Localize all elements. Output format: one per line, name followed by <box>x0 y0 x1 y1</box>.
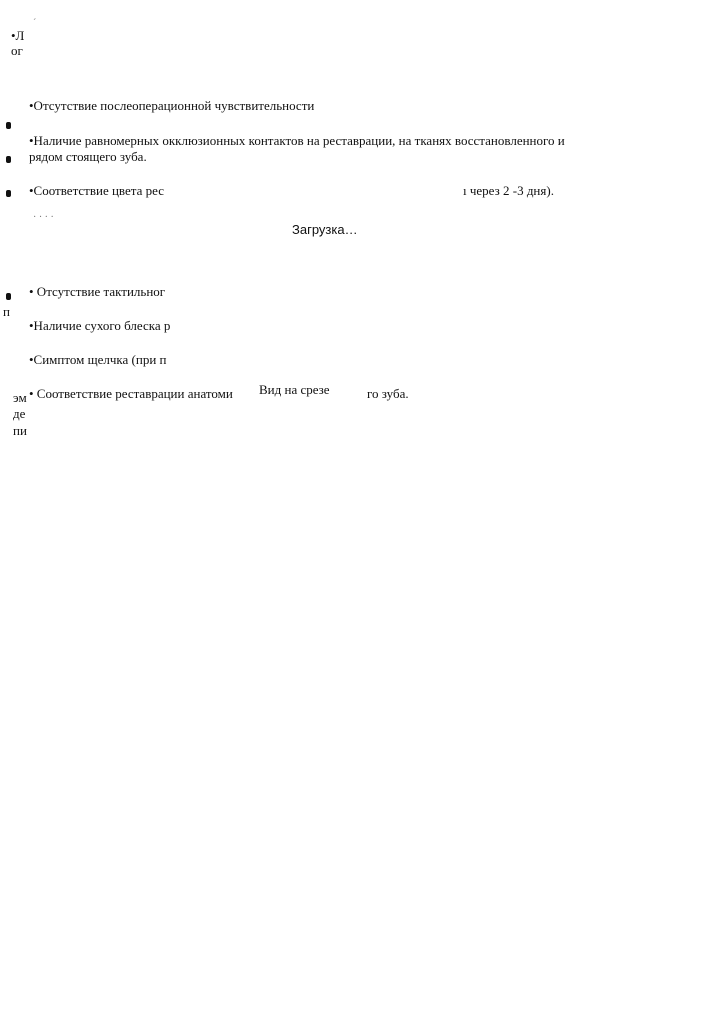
bullet-marker <box>6 190 11 197</box>
bullet-marker <box>6 293 11 300</box>
fragment-text: пи <box>13 423 27 438</box>
fragment-text: п <box>3 304 10 319</box>
slide-overlay <box>27 0 724 445</box>
image-caption: Вид на срезе <box>259 382 330 397</box>
list-item-continuation: рядом стоящего зуба. <box>29 149 147 164</box>
bullet-marker <box>6 122 11 129</box>
fragment-text: де <box>13 406 26 421</box>
list-item: •Наличие сухого блеска р <box>29 318 171 333</box>
list-item: • Отсутствие тактильног <box>29 284 166 299</box>
loading-indicator: Загрузка… <box>292 222 358 237</box>
fragment-text: ог <box>11 43 23 58</box>
bullet-marker <box>6 156 11 163</box>
list-item: • Соответствие реставрации анатоми <box>29 386 233 401</box>
fragment-text: эм <box>13 390 27 405</box>
list-item-tail: го зуба. <box>367 386 409 401</box>
list-item: •Наличие равномерных окклюзионных контактов на реставрации, на тканях восстановленного и <box>29 133 565 148</box>
list-item: •Отсутствие послеоперационной чувствительности <box>29 98 315 113</box>
fragment-text: •Л <box>11 28 25 43</box>
list-item: •Симптом щелчка (при п <box>29 352 167 367</box>
list-item: •Соответствие цвета рес <box>29 183 164 198</box>
clipped-glyph: ´ <box>33 18 37 29</box>
clipped-line: · · · · <box>33 212 54 223</box>
list-item-tail: ı через 2 -3 дня). <box>463 183 554 198</box>
